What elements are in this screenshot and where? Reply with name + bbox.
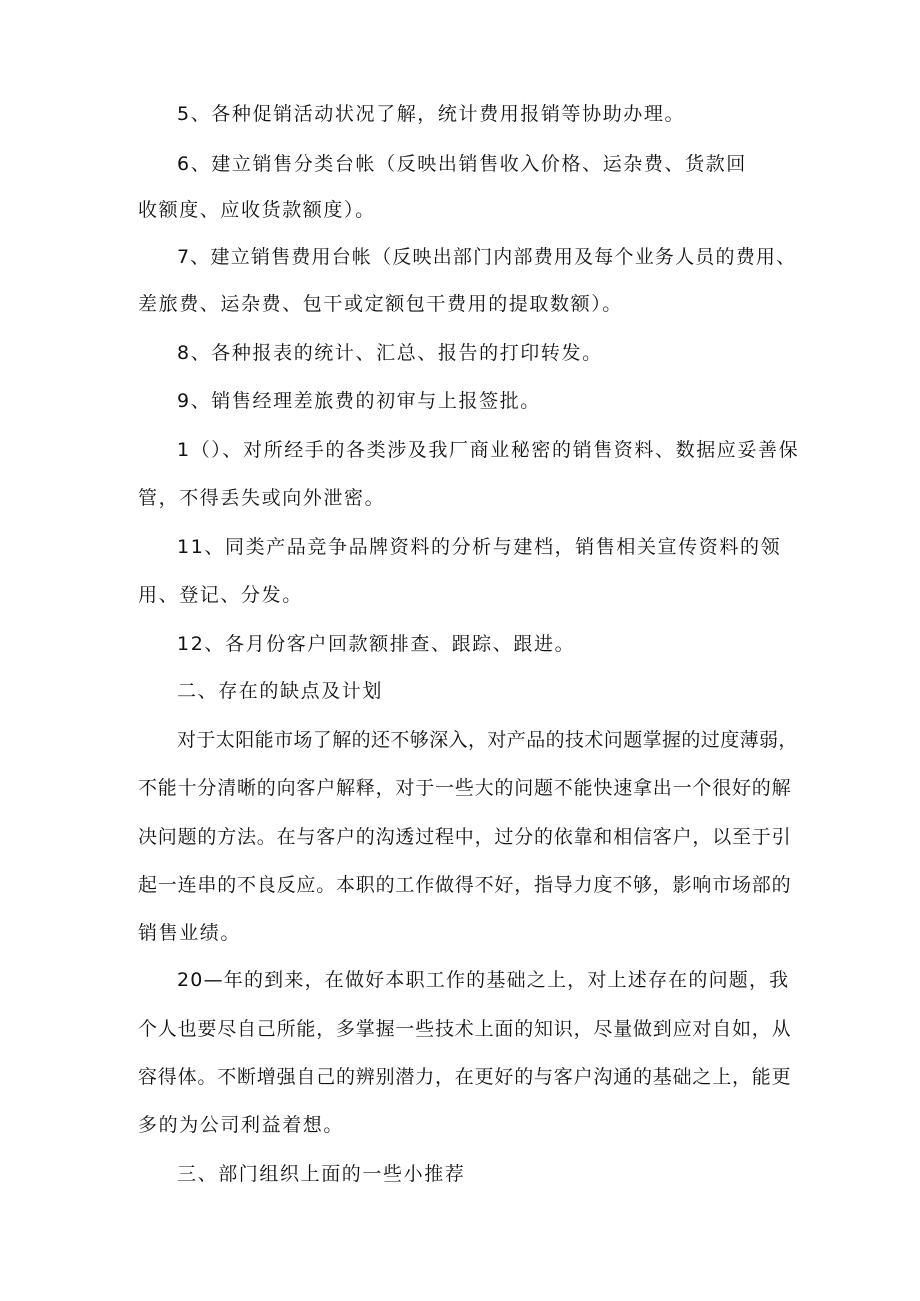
section-heading-2: 二、存在的缺点及计划: [177, 680, 384, 702]
item-10-line-2: 管，不得丢失或向外泄密。: [138, 487, 386, 509]
section-heading-3: 三、部门组织上面的一些小推荐: [177, 1163, 466, 1185]
paragraph-2-line-1: 20—年的到来，在做好本职工作的基础之上，对上述存在的问题，我: [177, 969, 790, 991]
paragraph-1-line-5: 销售业绩。: [138, 922, 242, 944]
paragraph-1-line-1: 对于太阳能市场了解的还不够深入，对产品的技术问题掌握的过度薄弱，: [177, 729, 798, 751]
paragraph-1-line-3: 决问题的方法。在与客户的沟透过程中，过分的依靠和相信客户，以至于引: [138, 826, 792, 848]
item-6-line-2: 收额度、应收货款额度）。: [138, 199, 376, 221]
paragraph-1-line-2: 不能十分清晰的向客户解释，对于一些大的问题不能快速拿出一个很好的解: [138, 777, 792, 799]
paragraph-2-line-4: 多的为公司利益着想。: [138, 1114, 345, 1136]
paragraph-1-line-4: 起一连串的不良反应。本职的工作做得不好，指导力度不够，影响市场部的: [138, 874, 792, 896]
item-12: 12、各月份客户回款额排查、跟踪、跟进。: [177, 633, 576, 655]
paragraph-2-line-3: 容得体。不断增强自己的辨别潜力，在更好的与客户沟通的基础之上，能更: [138, 1066, 792, 1088]
item-8: 8、各种报表的统计、汇总、报告的打印转发。: [177, 342, 603, 364]
item-9: 9、销售经理差旅费的初审与上报签批。: [177, 390, 541, 412]
item-11-line-2: 用、登记、分发。: [138, 584, 303, 606]
item-11-line-1: 11、同类产品竞争品牌资料的分析与建档，销售相关宣传资料的领: [177, 536, 782, 558]
item-6-line-1: 6、建立销售分类台帐（反映出销售收入价格、运杂费、货款回: [177, 153, 747, 175]
item-7-line-2: 差旅费、运杂费、包干或定额包干费用的提取数额）。: [138, 293, 623, 315]
item-10-line-1: 1（）、对所经手的各类涉及我厂商业秘密的销售资料、数据应妥善保: [177, 439, 800, 461]
item-7-line-1: 7、建立销售费用台帐（反映出部门内部费用及每个业务人员的费用、: [177, 246, 797, 268]
paragraph-2-line-2: 个人也要尽自己所能，多掌握一些技术上面的知识，尽量做到应对自如，从: [138, 1018, 792, 1040]
item-5: 5、各种促销活动状况了解，统计费用报销等协助办理。: [177, 103, 686, 125]
